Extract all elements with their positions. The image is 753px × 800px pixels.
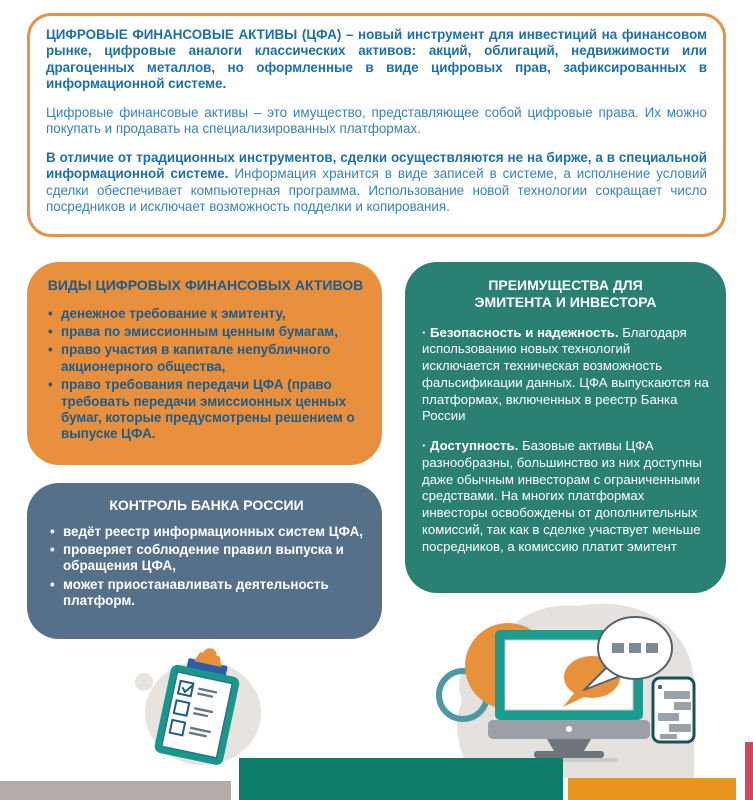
list-item: • право участия в капитале непубличного акционерного общества,	[45, 342, 366, 375]
text-run: Базовые активы ЦФА разнообразны, большинство из них доступны даже обычным инвесторам с ограниченными средствами. На многих платформах инвесторы освобождены от дополнительных комиссий, так как в сделке участвует меньше посредников, а комиссию платит эмитент	[422, 438, 702, 554]
advantages-box	[405, 262, 726, 593]
text-run: · Безопасность и надежность.	[422, 324, 619, 340]
types-list	[45, 306, 366, 443]
list-item: ПРЕИМУЩЕСТВА ДЛЯ	[488, 277, 643, 293]
intro-paragraph	[46, 150, 707, 216]
intro-paragraph	[46, 105, 707, 138]
list-item: • ведёт реестр информационных систем ЦФА,	[47, 524, 366, 540]
advantages-title	[422, 277, 709, 311]
intro-paragraph	[46, 27, 707, 93]
text-run: · Доступность.	[422, 438, 519, 454]
checklist-clipboard-icon	[123, 645, 273, 773]
text-run: В отличие от традиционных инструментов, сделки осуществляются не на бирже, а в специальной информационной системе.	[46, 149, 707, 182]
text-run: Цифровые финансовые активы – это имущество, представляющее собой цифровые права. Их можно покупать и продавать на специализированных платформах.	[46, 104, 707, 137]
phone-icon	[653, 678, 694, 742]
blob-dot	[135, 673, 153, 691]
list-item: • проверяет соблюдение правил выпуска и обращения ЦФА,	[47, 542, 366, 575]
text-run: Благодаря использованию новых технологий исключается техническая возможность фальсификации данных. ЦФА выпускаются на платформах, включенных в реестр Банка России	[422, 324, 709, 424]
list-item: • права по эмиссионным ценным бумагам,	[45, 324, 366, 340]
types-title: ВИДЫ ЦИФРОВЫХ ФИНАНСОВЫХ АКТИВОВ	[47, 277, 364, 293]
text-run: ЦИФРОВЫЕ ФИНАНСОВЫЕ АКТИВЫ (ЦФА) – новый инструмент для инвестиций на финансовом рынке, цифровые аналоги классических активов: акций, облигаций, недвижимости или драгоценных металлов, но оформленные в виде цифровых прав, зафиксированных в информационной системе.	[46, 27, 707, 92]
list-item: • может приостанавливать деятельность платформ.	[47, 577, 366, 610]
types-box	[27, 262, 382, 465]
list-item: • денежное требование к эмитенту,	[45, 306, 366, 322]
advantages-paragraph	[422, 325, 709, 426]
control-list	[47, 524, 366, 610]
control-box	[27, 483, 382, 639]
devices-chat-illustration	[432, 596, 753, 778]
control-title: КОНТРОЛЬ БАНКА РОССИИ	[109, 497, 304, 513]
list-item: ЭМИТЕНТА И ИНВЕСТОРА	[474, 293, 657, 310]
right-edge-red-accent	[745, 742, 753, 800]
bottom-bar-gray	[0, 781, 231, 800]
advantages-paragraph	[422, 438, 709, 555]
bottom-bar-teal	[239, 758, 563, 800]
list-item: • право требования передачи ЦФА (право требовать передачи эмиссионных ценных бумаг, которые предусмотрены решением о выпуске ЦФА.	[45, 377, 366, 442]
intro-box	[27, 13, 726, 237]
text-run: Информация хранится в виде записей в системе, а исполнение условий сделки обеспечивает компьютерная программа. Использование новой технологии сокращает число посредников и исключает возможность подделки и копирования.	[46, 166, 707, 215]
bottom-bar-orange	[568, 778, 736, 800]
